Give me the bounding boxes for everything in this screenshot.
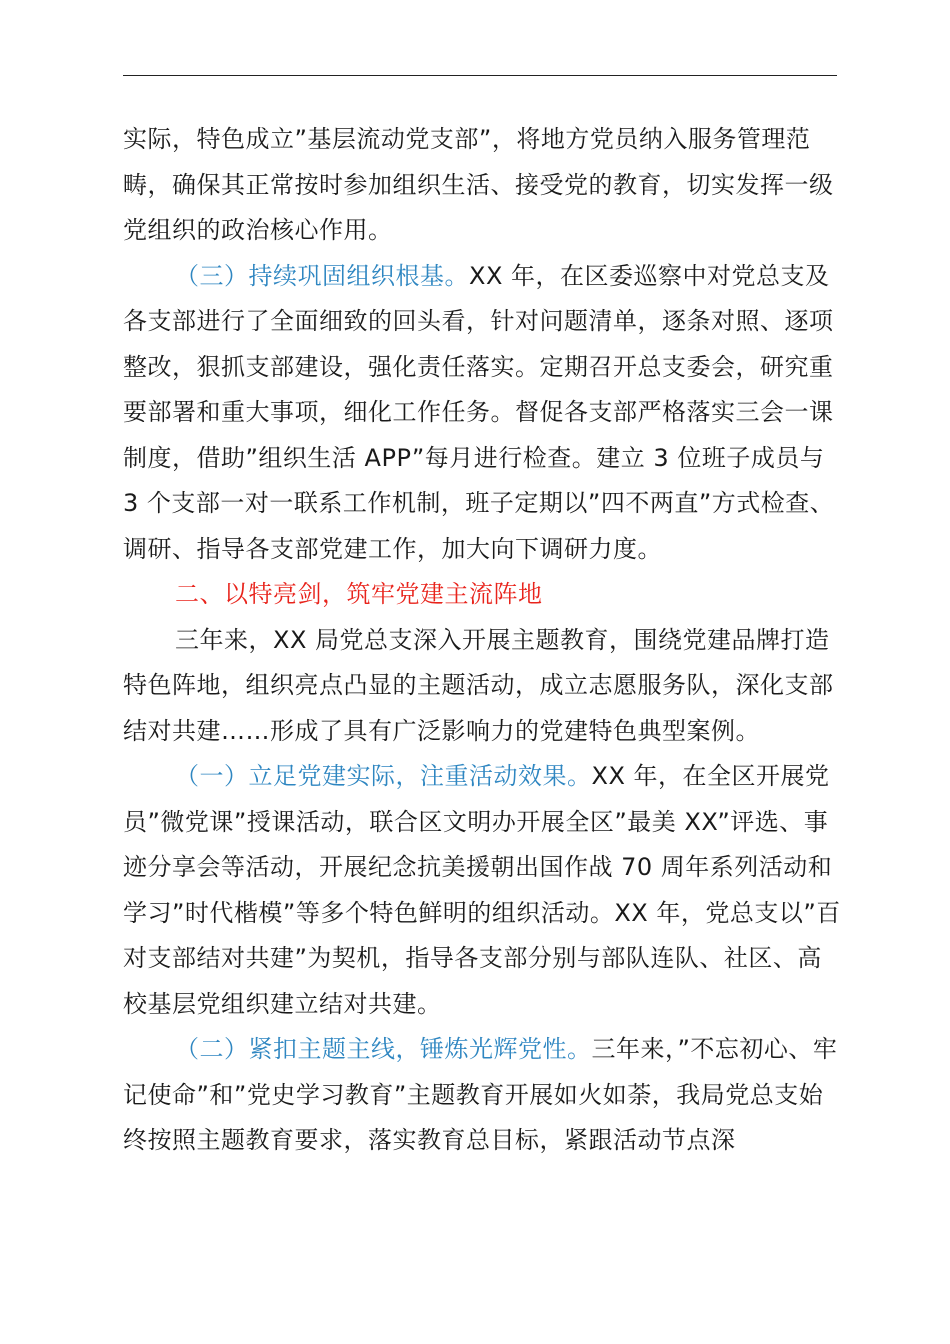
header-rule: [123, 75, 837, 76]
paragraph-continuation: [123, 117, 843, 254]
paragraph-organization-foundation: [123, 254, 843, 573]
subheading-three: （三）持续巩固组织根基。: [175, 261, 469, 290]
paragraph-text: XX 年，在全区开展党员”微党课”授课活动，联合区文明办开展全区”最美 XX”评选、事迹分享会等活动，开展纪念抗美援朝出国作战 70 周年系列活动和学习”时代楷模”等多个特色鲜明的组织活动。XX 年，党总支以”百对支部结对共建”为契机，指导各支部分别与部队连队、社区、高校基层党组织建立结对共建。: [123, 762, 841, 1018]
paragraph-theme-mainline: [123, 1027, 843, 1164]
subheading-one: （一）立足党建实际，注重活动效果。: [175, 762, 592, 790]
paragraph-text: 三年来，”不忘初心、牢记使命”和”党史学习教育”主题教育开展如火如荼，我局党总支始终按照主题教育要求，落实教育总目标，紧跟活动节点深: [123, 1035, 838, 1154]
paragraph-text: 三年来，XX 局党总支深入开展主题教育，围绕党建品牌打造特色阵地，组织亮点凸显的主题活动，成立志愿服务队，深化支部结对共建……形成了具有广泛影响力的党建特色典型案例。: [123, 625, 834, 745]
paragraph-activity-effect: [123, 754, 843, 1027]
paragraph-section-intro: [123, 618, 843, 755]
paragraph-text: 实际，特色成立”基层流动党支部”，将地方党员纳入服务管理范畴，确保其正常按时参加组织生活、接受党的教育，切实发挥一级党组织的政治核心作用。: [123, 125, 834, 244]
section-title-two: 二、以特亮剑，筑牢党建主流阵地: [175, 580, 543, 608]
document-body: [123, 117, 843, 1164]
paragraph-text: XX 年，在区委巡察中对党总支及各支部进行了全面细致的回头看，针对问题清单，逐条对照、逐项整改，狠抓支部建设，强化责任落实。定期召开总支委会，研究重要部署和重大事项，细化工作任务。督促各支部严格落实三会一课制度，借助”组织生活 APP”每月进行检查。建立 3 位班子成员与 3 个支部一对一联系工作机制，班子定期以”四不两直”方式检查、调研、指导各支部党建工作，加大向下调研力度。: [123, 261, 835, 563]
subheading-two: （二）紧扣主题主线，锤炼光辉党性。: [175, 1035, 592, 1063]
